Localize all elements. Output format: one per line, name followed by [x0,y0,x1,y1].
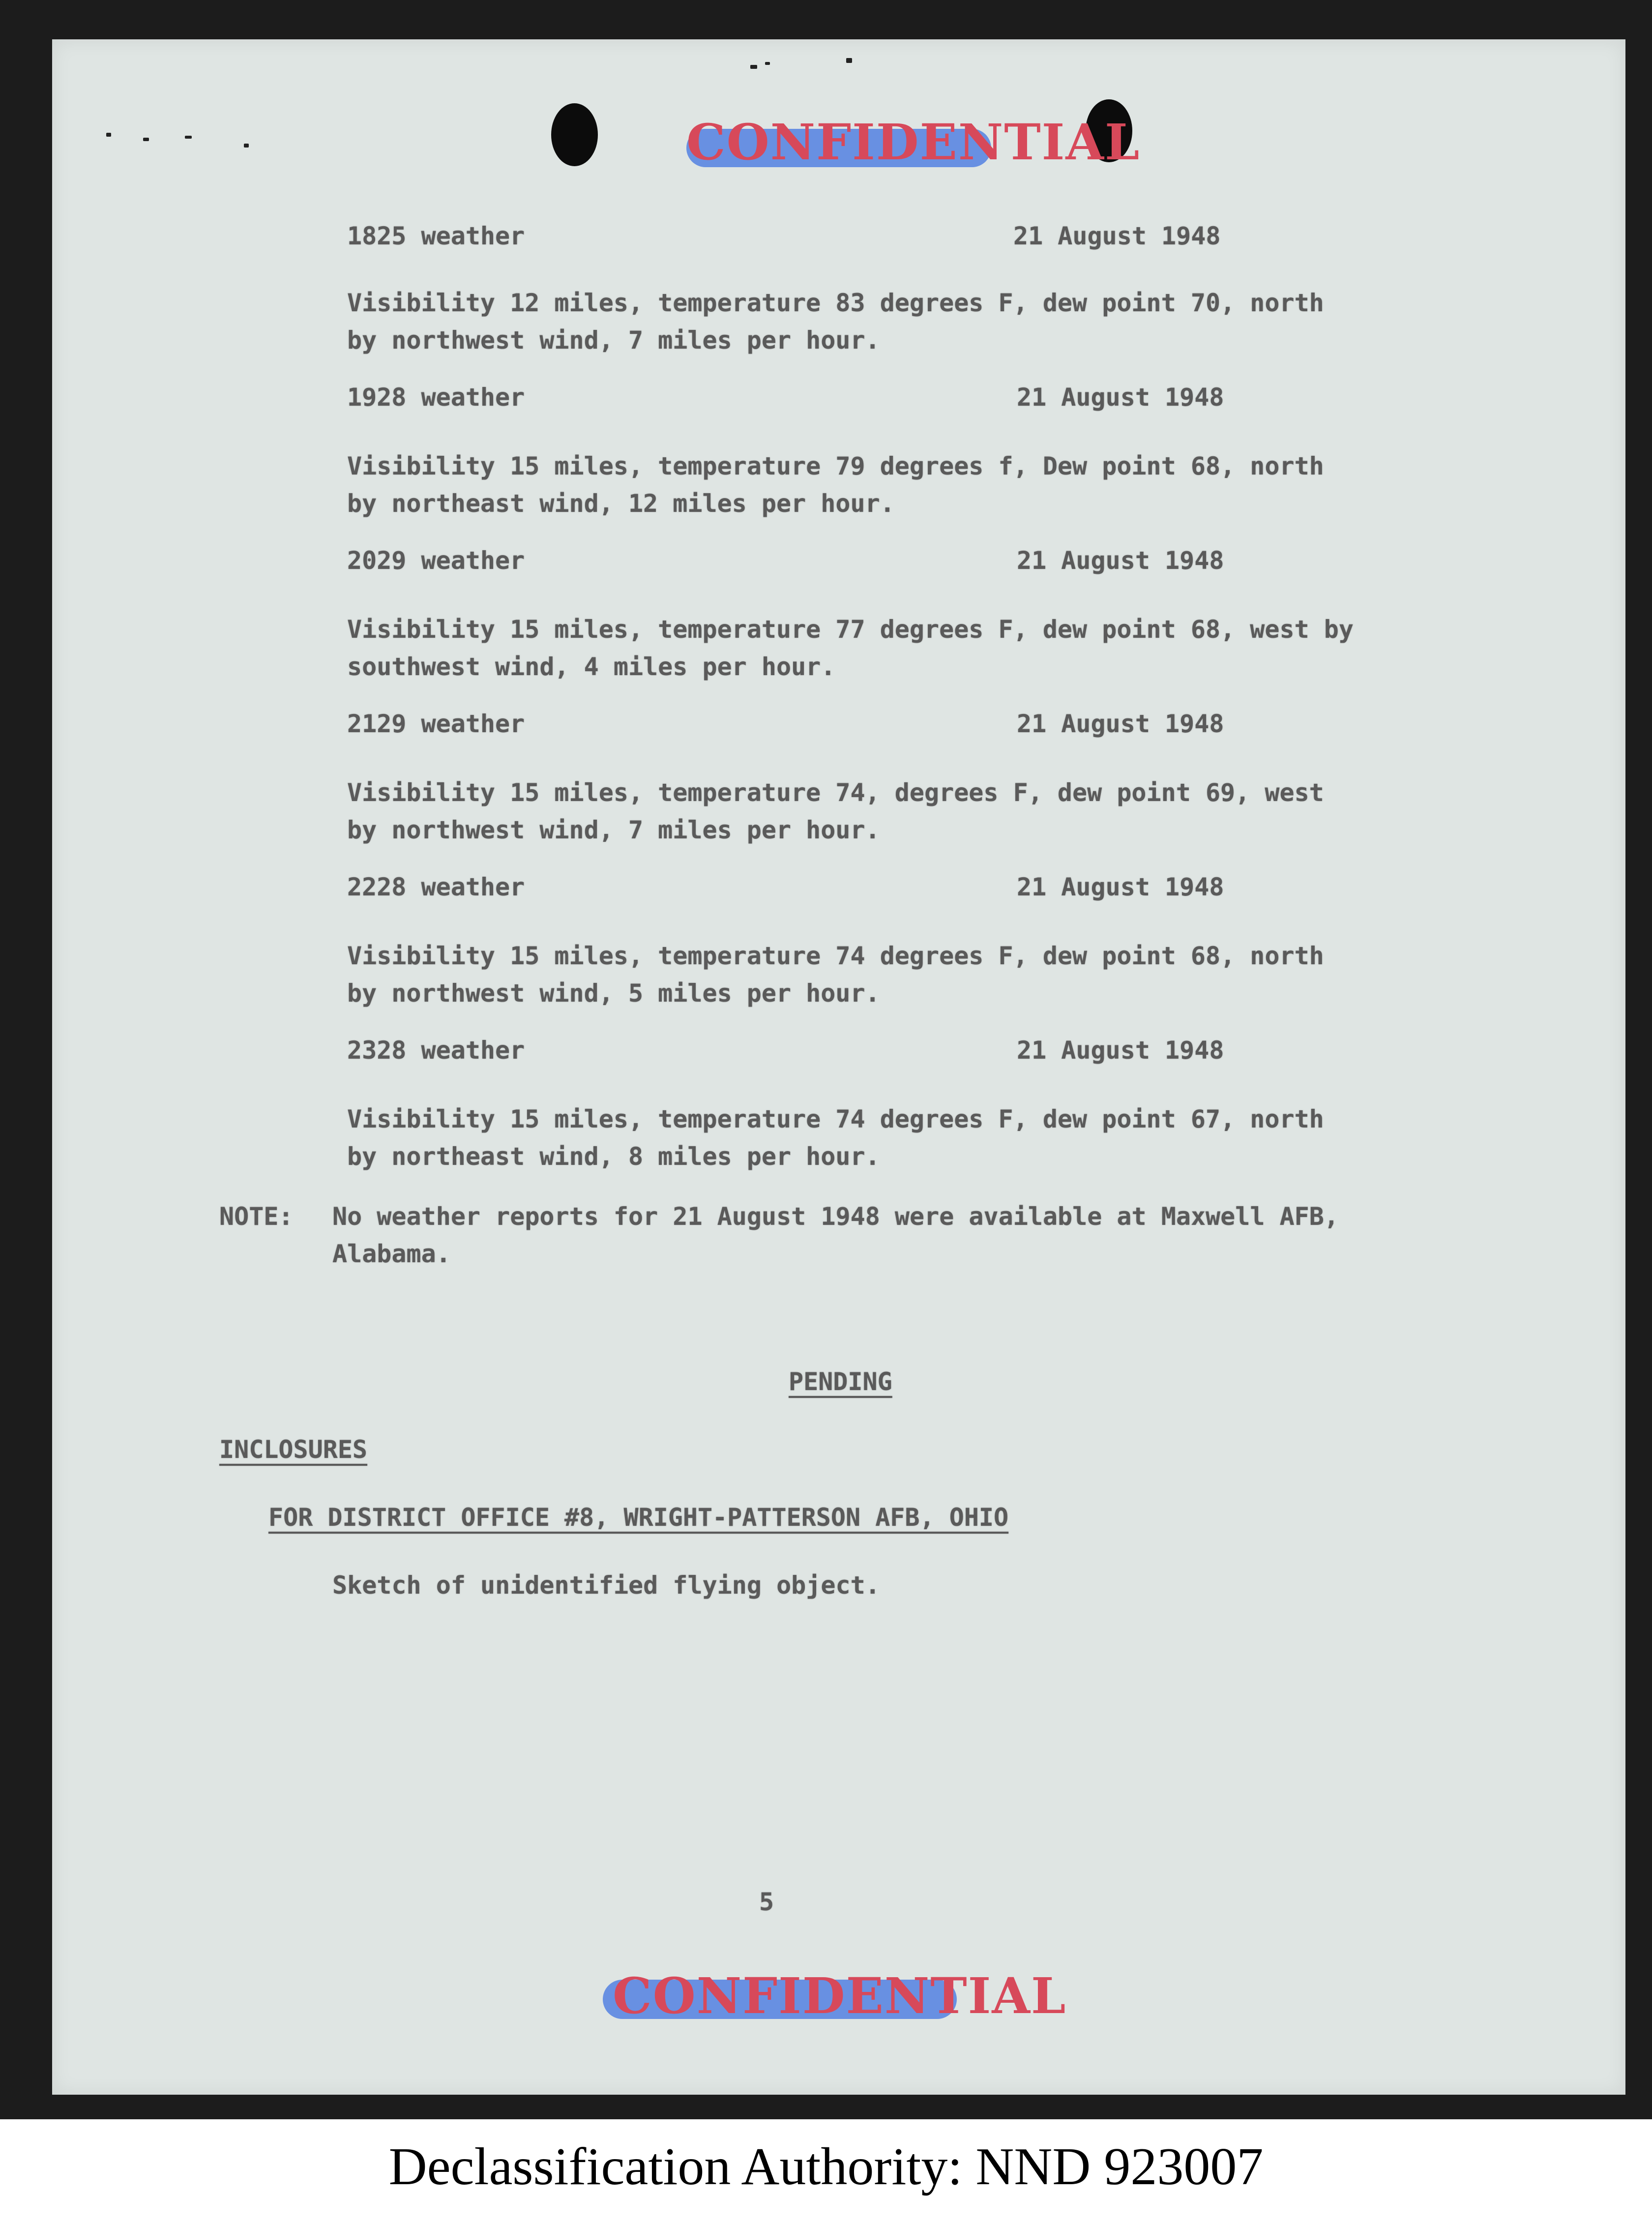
weather-report-line: Visibility 15 miles, temperature 74 degrees F, dew point 68, north [347,942,1324,970]
weather-report-line: Visibility 15 miles, temperature 74, degrees F, dew point 69, west [347,778,1324,807]
note-label: NOTE: [219,1202,294,1231]
weather-report-line: Visibility 15 miles, temperature 79 degrees f, Dew point 68, north [347,452,1324,480]
weather-report-header: 1825 weather [347,222,525,250]
speck [750,65,757,69]
inclosures-heading: INCLOSURES [219,1435,368,1464]
confidential-stamp-top [686,113,1140,171]
speck [765,62,770,65]
pending-heading: PENDING [789,1367,892,1396]
weather-report-date: 21 August 1948 [1017,710,1224,738]
confidential-stamp-text: CONFIDENTIAL [686,113,1141,171]
weather-report-date: 21 August 1948 [1017,873,1224,901]
document-page [52,39,1625,2095]
weather-report-header: 2328 weather [347,1036,525,1065]
confidential-stamp-text: CONFIDENTIAL [613,1967,1067,2025]
note-text: No weather reports for 21 August 1948 were available at Maxwell AFB, [332,1202,1339,1231]
speck [846,58,852,63]
weather-report-header: 2129 weather [347,710,525,738]
confidential-stamp-bottom [613,1967,1066,2025]
speck [244,144,249,148]
speck [143,138,149,141]
weather-report-line: Visibility 12 miles, temperature 83 degrees F, dew point 70, north [347,289,1324,317]
note-text: Alabama. [332,1240,451,1268]
weather-report-header: 1928 weather [347,383,525,412]
weather-report-line: Visibility 15 miles, temperature 77 degrees F, dew point 68, west by [347,615,1354,644]
inclosures-item: Sketch of unidentified flying object. [332,1571,880,1600]
page-number: 5 [759,1888,774,1916]
weather-report-line: Visibility 15 miles, temperature 74 degrees F, dew point 67, north [347,1105,1324,1133]
speck [185,136,192,139]
speck [106,133,111,137]
weather-report-line: by northeast wind, 12 miles per hour. [347,489,895,518]
punch-hole-left [551,103,598,166]
weather-report-line: by northeast wind, 8 miles per hour. [347,1142,880,1171]
weather-report-header: 2029 weather [347,546,525,575]
weather-report-date: 21 August 1948 [1017,383,1224,412]
weather-report-date: 21 August 1948 [1017,546,1224,575]
weather-report-header: 2228 weather [347,873,525,901]
inclosures-office: FOR DISTRICT OFFICE #8, WRIGHT-PATTERSON AFB, OHIO [268,1503,1009,1532]
weather-report-date: 21 August 1948 [1017,1036,1224,1065]
weather-report-line: southwest wind, 4 miles per hour. [347,653,836,681]
weather-report-date: 21 August 1948 [1013,222,1221,250]
weather-report-line: by northwest wind, 7 miles per hour. [347,326,880,355]
weather-report-line: by northwest wind, 5 miles per hour. [347,979,880,1008]
weather-report-line: by northwest wind, 7 miles per hour. [347,816,880,844]
declassification-caption: Declassification Authority: NND 923007 [388,2137,1264,2196]
